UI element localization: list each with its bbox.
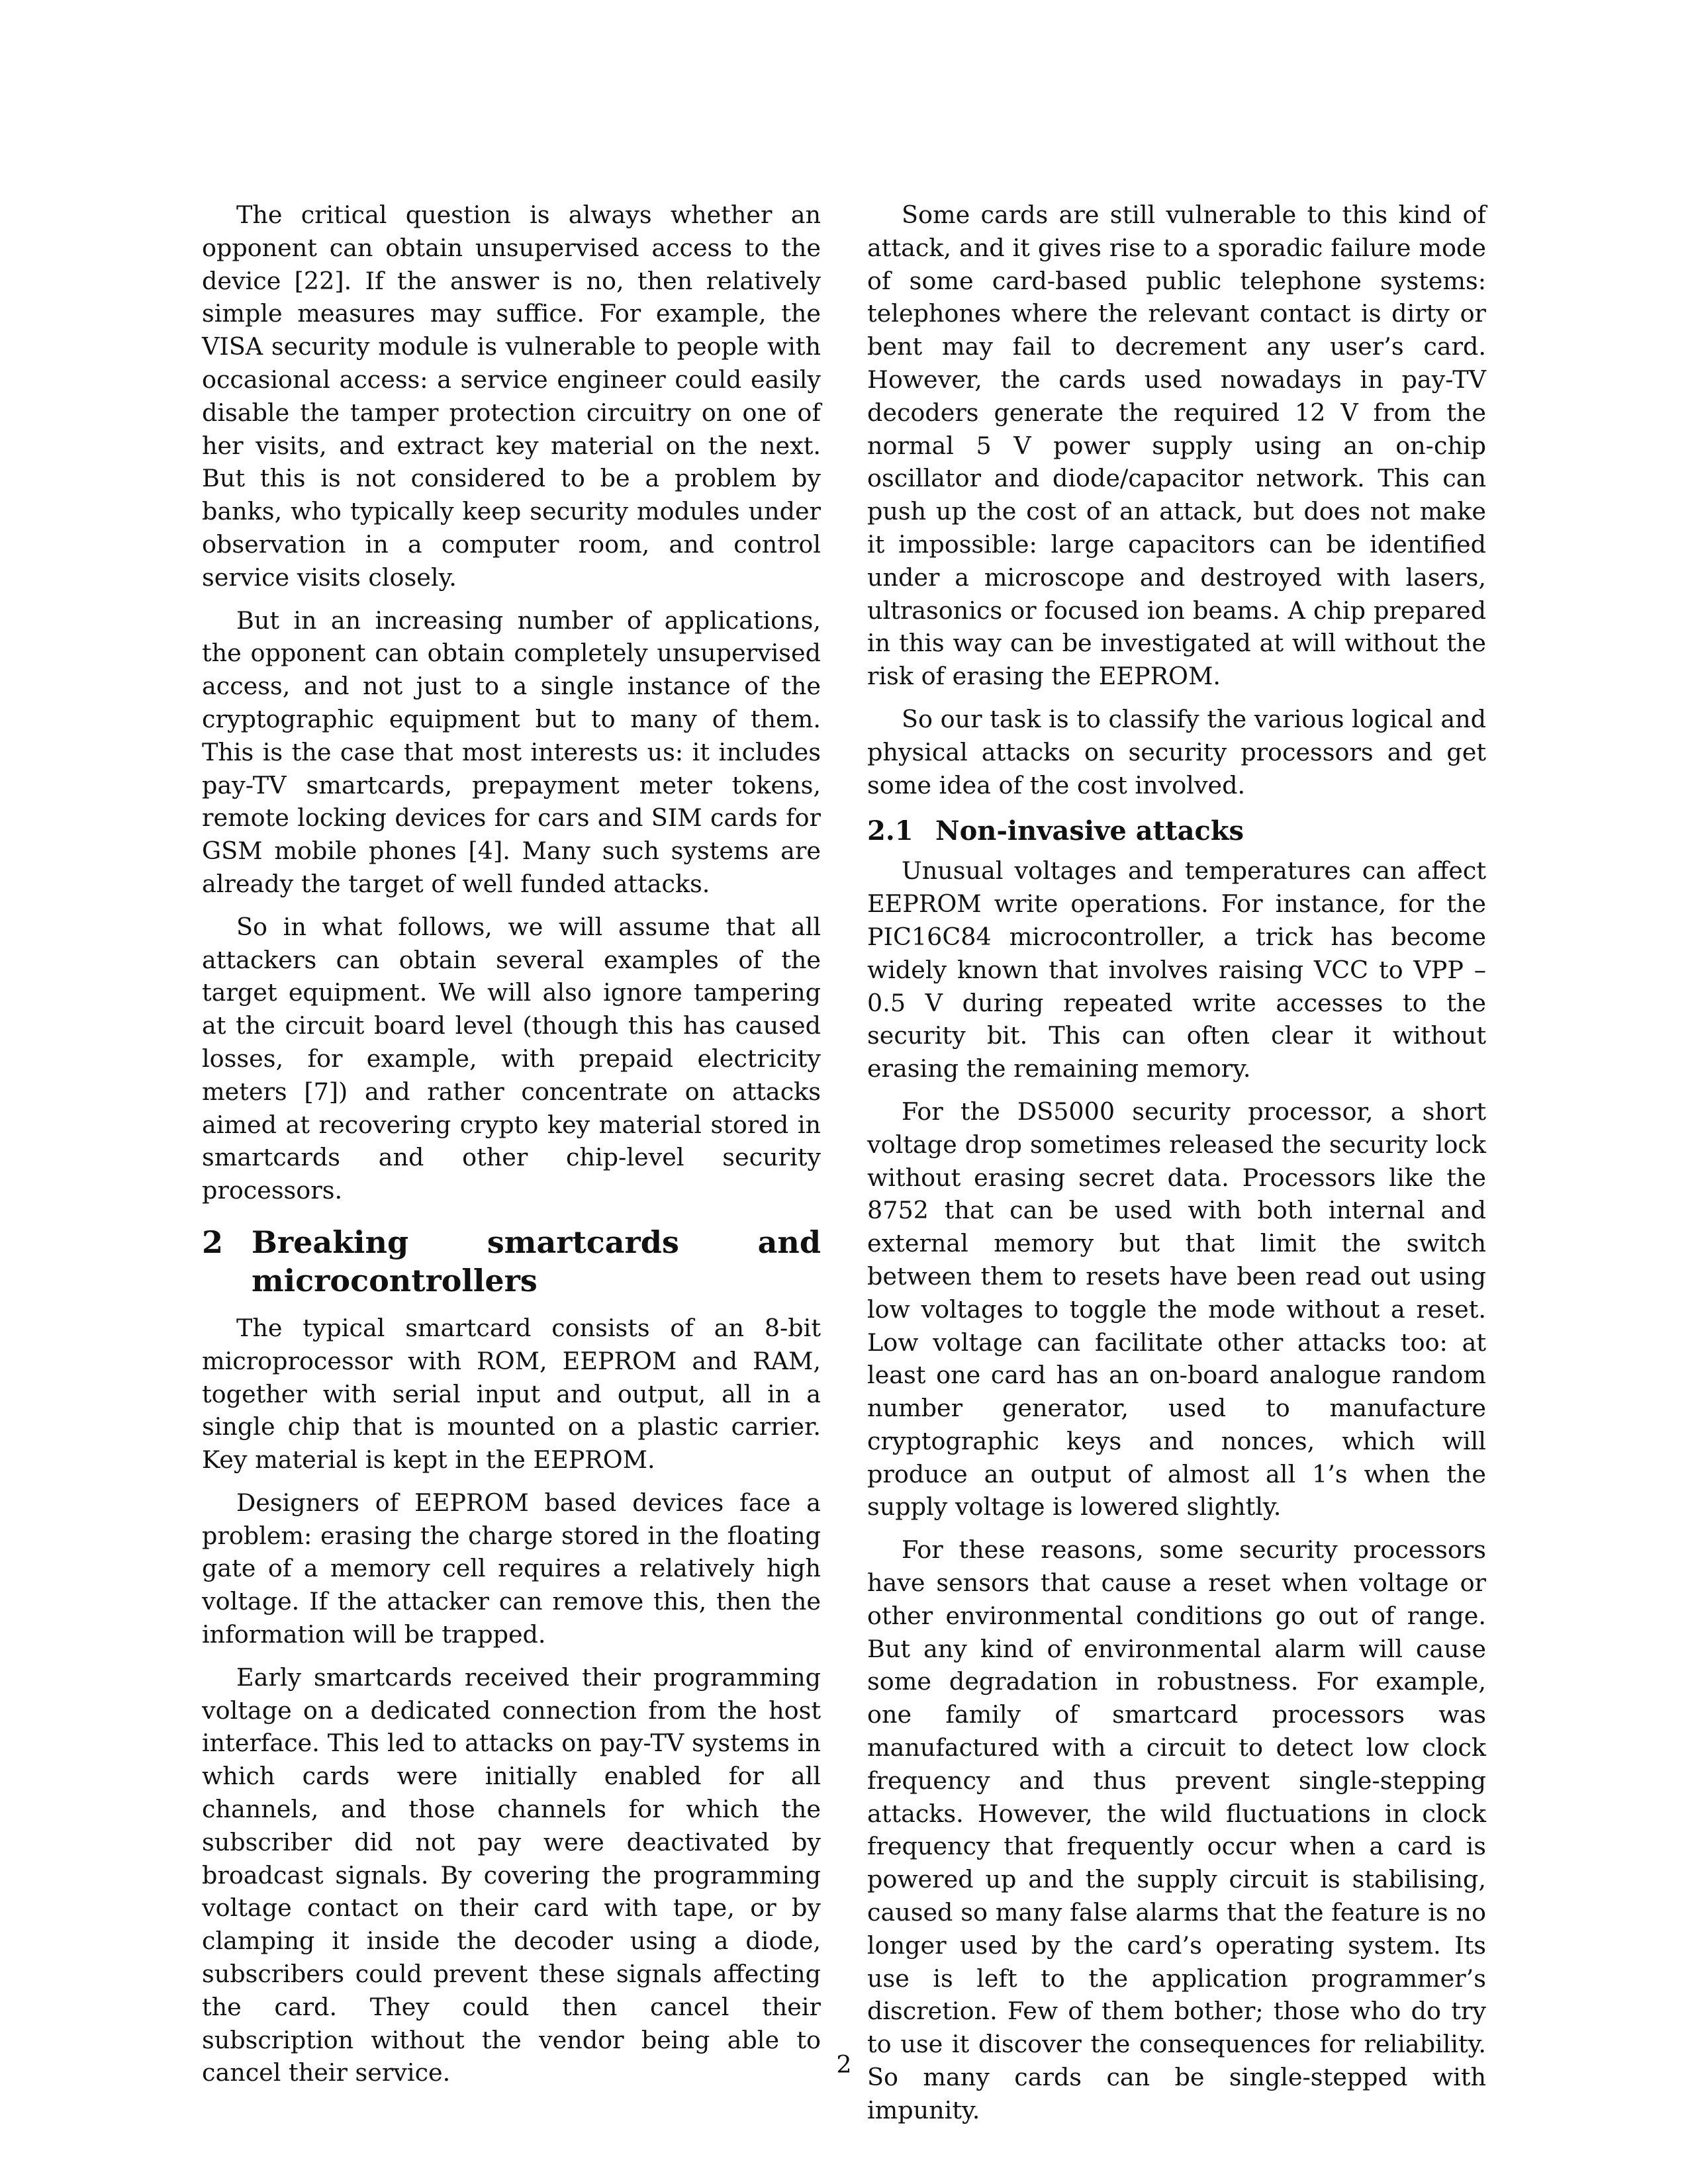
section-title: Breaking smartcards and microcontrollers — [252, 1224, 821, 1298]
paragraph: Early smartcards received their programming voltage on a dedicated connection from the host interface. This led to attacks on pay-TV systems in which cards were initially enabled for all channels, and those channels for which the subscriber did not pay were deactivated by broadcast signals. By covering the programming voltage contact on their card with tape, or by clamping it inside the decoder using a diode, subscribers could prevent these signals affecting the card. They could then cancel their subscription without the vendor being able to cancel their service. — [202, 1662, 821, 2087]
paragraph: Designers of EEPROM based devices face a problem: erasing the charge stored in the floating gate of a memory cell requires a relatively high voltage. If the attacker can remove this, then the information will be trapped. — [202, 1488, 821, 1649]
right-column — [867, 199, 1486, 2137]
left-column — [202, 199, 821, 2099]
section-number: 2 — [202, 1224, 224, 1260]
paragraph: Some cards are still vulnerable to this kind of attack, and it gives rise to a sporadic failure mode of some card-based public telephone systems: telephones where the relevant contact is dirty or bent may fail to decrement any user’s card. However, the cards used nowadays in pay-TV decoders generate the required 12 V from the normal 5 V power supply using an on-chip oscillator and diode/capacitor network. This can push up the cost of an attack, but does not make it impossible: large capacitors can be identified under a microscope and destroyed with lasers, ultrasonics or focused ion beams. A chip prepared in this way can be investigated at will without the risk of erasing the EEPROM. — [867, 201, 1486, 691]
section-heading — [202, 1223, 821, 1300]
paragraph: But in an increasing number of applications, the opponent can obtain completely unsupervised access, and not just to a single instance of the cryptographic equipment but to many of them. This is the case that most interests us: it includes pay-TV smartcards, prepayment meter tokens, remote locking devices for cars and SIM cards for GSM mobile phones [4]. Many such systems are already the target of well funded attacks. — [202, 606, 821, 898]
paragraph: For these reasons, some security processors have sensors that cause a reset when voltage or other environmental conditions go out of range. But any kind of environmental alarm will cause some degradation in robustness. For example, one family of smartcard processors was manufactured with a circuit to detect low clock frequency and thus prevent single-stepping attacks. However, the wild fluctuations in clock frequency that frequently occur when a card is powered up and the supply circuit is stabilising, caused so many false alarms that the feature is no longer used by the card’s operating system. Its use is left to the application programmer’s discretion. Few of them bother; those who do try to use it discover the consequences for reliability. So many cards can be single-stepped with impunity. — [867, 1535, 1486, 2124]
paragraph: So our task is to classify the various logical and physical attacks on security processors and get some idea of the cost involved. — [867, 704, 1486, 799]
subsection-heading — [867, 815, 1486, 848]
paragraph: The typical smartcard consists of an 8-bit microprocessor with ROM, EEPROM and RAM, together with serial input and output, all in a single chip that is mounted on a plastic carrier. Key material is kept in the EEPROM. — [202, 1313, 821, 1475]
paragraph: The critical question is always whether an opponent can obtain unsupervised access to the device [22]. If the answer is no, then relatively simple measures may suffice. For example, the VISA security module is vulnerable to people with occasional access: a service engineer could easily disable the tamper protection circuitry on one of her visits, and extract key material on the next. But this is not considered to be a problem by banks, who typically keep security modules under observation in a computer room, and control service visits closely. — [202, 201, 821, 592]
paragraph: So in what follows, we will assume that all attackers can obtain several examples of the target equipment. We will also ignore tampering at the circuit board level (though this has caused losses, for example, with prepaid electricity meters [7]) and rather concentrate on attacks aimed at recovering crypto key material stored in smartcards and other chip-level security processors. — [202, 912, 821, 1205]
page-number: 2 — [836, 2050, 852, 2079]
subsection-title: Non-invasive attacks — [935, 815, 1244, 847]
paragraph: Unusual voltages and temperatures can affect EEPROM write operations. For instance, for the PIC16C84 microcontroller, a trick has become widely known that involves raising VCC to VPP – 0.5 V during repeated write accesses to the security bit. This can often clear it without erasing the remaining memory. — [867, 856, 1486, 1083]
subsection-number: 2.1 — [867, 815, 914, 847]
paragraph: For the DS5000 security processor, a short voltage drop sometimes released the security lock without erasing secret data. Processors like the 8752 that can be used with both internal and external memory but that limit the switch between them to resets have been read out using low voltages to toggle the mode without a reset. Low voltage can facilitate other attacks too: at least one card has an on-board analogue random number generator, used to manufacture cryptographic keys and nonces, which will produce an output of almost all 1’s when the supply voltage is lowered slightly. — [867, 1097, 1486, 1522]
